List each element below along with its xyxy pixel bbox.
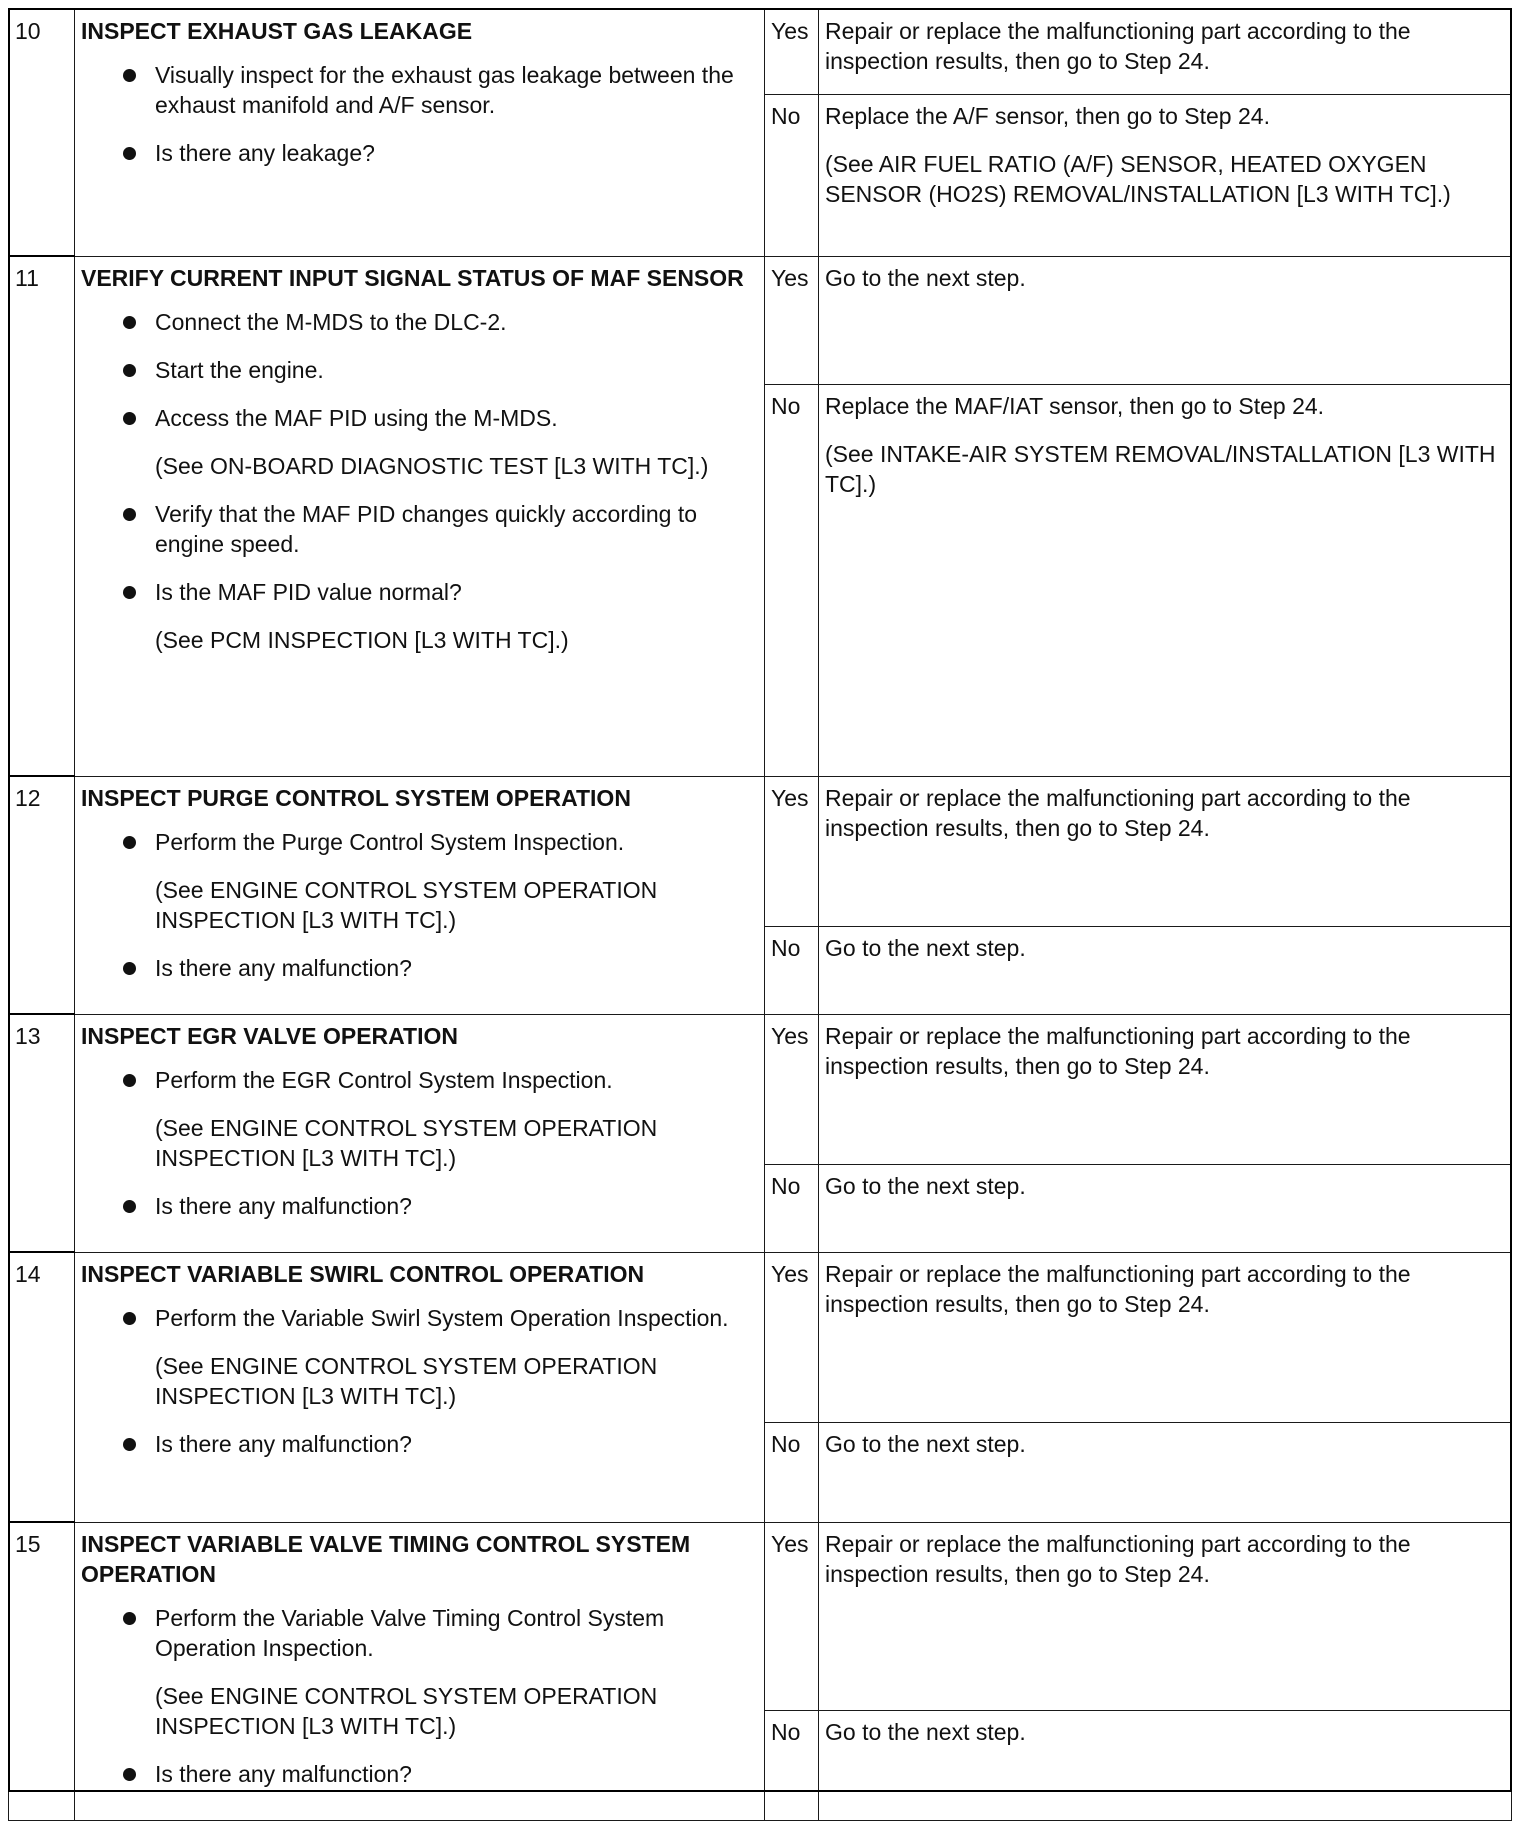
reference-note: (See ENGINE CONTROL SYSTEM OPERATION INSPECTION [L3 WITH TC].) (155, 876, 658, 933)
step-bullet-list (81, 60, 758, 168)
step-number: 15 (9, 1522, 75, 1820)
step-row-15 (9, 1522, 1512, 1710)
step-bullet-list (81, 1603, 758, 1789)
no-label: No (765, 384, 819, 776)
yes-label: Yes (765, 1252, 819, 1422)
bullet-item: Perform the Variable Valve Timing Control System Operation Inspection. (123, 1603, 758, 1663)
action-text: Go to the next step. (825, 1172, 1026, 1199)
reference-note: (See ENGINE CONTROL SYSTEM OPERATION INSPECTION [L3 WITH TC].) (155, 1682, 658, 1739)
step-bullet-list (81, 307, 758, 655)
step-bullet-list (81, 1065, 758, 1221)
reference-note: (See ON-BOARD DIAGNOSTIC TEST [L3 WITH TC].) (155, 452, 709, 479)
step-instructions (75, 776, 765, 1014)
step-title: INSPECT EXHAUST GAS LEAKAGE (81, 17, 473, 44)
no-label: No (765, 926, 819, 1014)
no-label: No (765, 94, 819, 256)
bullet-item: Verify that the MAF PID changes quickly according to engine speed. (123, 499, 758, 559)
step-bullet-list (81, 827, 758, 983)
action-text: (See INTAKE-AIR SYSTEM REMOVAL/INSTALLATION [L3 WITH TC].) (825, 440, 1496, 497)
no-label: No (765, 1710, 819, 1820)
step-instructions (75, 256, 765, 776)
no-action (819, 1164, 1512, 1252)
step-number: 14 (9, 1252, 75, 1522)
step-title: INSPECT VARIABLE SWIRL CONTROL OPERATION (81, 1260, 645, 1287)
reference-note: (See ENGINE CONTROL SYSTEM OPERATION INSPECTION [L3 WITH TC].) (155, 1114, 658, 1171)
bullet-item: Start the engine. (123, 355, 758, 385)
step-title: INSPECT VARIABLE VALVE TIMING CONTROL SYSTEM OPERATION (81, 1530, 691, 1587)
bullet-item: Is the MAF PID value normal? (123, 577, 758, 607)
step-bullet-list (81, 1303, 758, 1459)
action-text: Go to the next step. (825, 264, 1026, 291)
no-label: No (765, 1164, 819, 1252)
no-action (819, 94, 1512, 256)
yes-label: Yes (765, 256, 819, 384)
step-instructions (75, 9, 765, 256)
action-text: Go to the next step. (825, 934, 1026, 961)
no-action (819, 1710, 1512, 1820)
bullet-item: Access the MAF PID using the M-MDS. (123, 403, 758, 433)
step-row-13 (9, 1014, 1512, 1164)
action-text: Repair or replace the malfunctioning part according to the inspection results, then go to Step 24. (825, 1022, 1411, 1079)
bullet-item: Is there any malfunction? (123, 953, 758, 983)
step-row-10 (9, 9, 1512, 94)
step-number: 11 (9, 256, 75, 776)
step-instructions (75, 1252, 765, 1522)
bullet-item: Is there any leakage? (123, 138, 758, 168)
bullet-item: Is there any malfunction? (123, 1191, 758, 1221)
step-row-11 (9, 256, 1512, 384)
step-instructions (75, 1522, 765, 1820)
action-text: Repair or replace the malfunctioning part according to the inspection results, then go to Step 24. (825, 17, 1411, 74)
bullet-item: Visually inspect for the exhaust gas leakage between the exhaust manifold and A/F sensor. (123, 60, 758, 120)
action-text: Replace the A/F sensor, then go to Step 24. (825, 102, 1270, 129)
yes-label: Yes (765, 776, 819, 926)
action-text: Repair or replace the malfunctioning part according to the inspection results, then go to Step 24. (825, 784, 1411, 841)
step-row-12 (9, 776, 1512, 926)
yes-action (819, 1252, 1512, 1422)
action-text: Go to the next step. (825, 1718, 1026, 1745)
yes-action (819, 9, 1512, 94)
reference-note: (See ENGINE CONTROL SYSTEM OPERATION INSPECTION [L3 WITH TC].) (155, 1352, 658, 1409)
action-text: Go to the next step. (825, 1430, 1026, 1457)
diagnostic-procedure-table (8, 8, 1512, 1821)
bullet-item: Is there any malfunction? (123, 1759, 758, 1789)
action-text: Repair or replace the malfunctioning part according to the inspection results, then go to Step 24. (825, 1260, 1411, 1317)
action-text: Repair or replace the malfunctioning part according to the inspection results, then go to Step 24. (825, 1530, 1411, 1587)
yes-label: Yes (765, 1522, 819, 1710)
bullet-item: Perform the Variable Swirl System Operation Inspection. (123, 1303, 758, 1333)
yes-action (819, 256, 1512, 384)
bullet-item: Connect the M-MDS to the DLC-2. (123, 307, 758, 337)
no-action (819, 1422, 1512, 1522)
yes-label: Yes (765, 9, 819, 94)
no-action (819, 926, 1512, 1014)
bullet-item: Is there any malfunction? (123, 1429, 758, 1459)
action-text: Replace the MAF/IAT sensor, then go to Step 24. (825, 392, 1325, 419)
no-label: No (765, 1422, 819, 1522)
step-number: 12 (9, 776, 75, 1014)
bullet-item: Perform the Purge Control System Inspection. (123, 827, 758, 857)
action-text: (See AIR FUEL RATIO (A/F) SENSOR, HEATED OXYGEN SENSOR (HO2S) REMOVAL/INSTALLATION [L3 WITH TC].) (825, 150, 1451, 207)
step-title: INSPECT EGR VALVE OPERATION (81, 1022, 458, 1049)
step-row-14 (9, 1252, 1512, 1422)
yes-action (819, 776, 1512, 926)
step-title: INSPECT PURGE CONTROL SYSTEM OPERATION (81, 784, 631, 811)
procedure-steps (9, 9, 1512, 1820)
step-title: VERIFY CURRENT INPUT SIGNAL STATUS OF MAF SENSOR (81, 264, 744, 291)
step-instructions (75, 1014, 765, 1252)
step-number: 10 (9, 9, 75, 256)
bullet-item: Perform the EGR Control System Inspection. (123, 1065, 758, 1095)
yes-label: Yes (765, 1014, 819, 1164)
yes-action (819, 1014, 1512, 1164)
no-action (819, 384, 1512, 776)
step-number: 13 (9, 1014, 75, 1252)
reference-note: (See PCM INSPECTION [L3 WITH TC].) (155, 626, 569, 653)
yes-action (819, 1522, 1512, 1710)
